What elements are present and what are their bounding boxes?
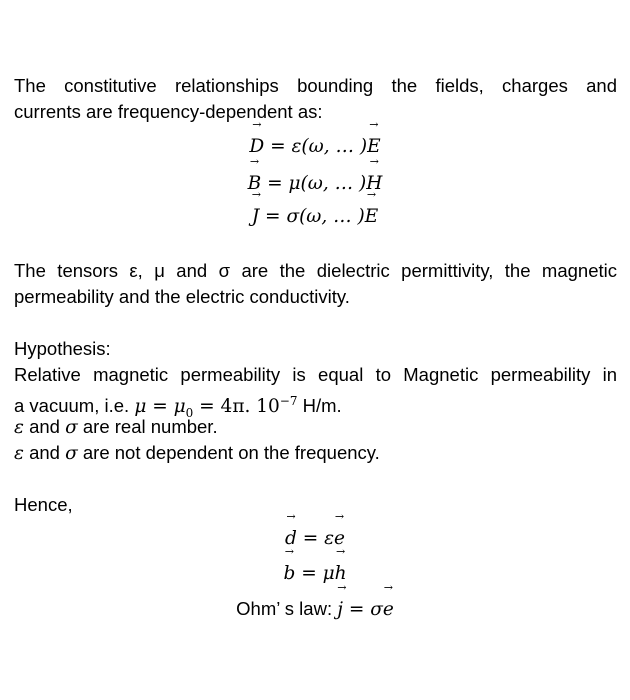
intro-line-2: currents are frequency-dependent as: bbox=[14, 101, 323, 122]
vector-d: → D bbox=[249, 134, 264, 160]
vector-j-small: → j bbox=[337, 597, 343, 623]
intro-line-1: The constitutive relationships bounding the fields, charges and bbox=[14, 75, 617, 96]
hypothesis-line-1: Relative magnetic permeability is equal to Magnetic permeability in bbox=[14, 364, 617, 385]
hypothesis-line-4: ε and σ are not dependent on the frequency. bbox=[14, 442, 380, 464]
vector-e-small: → e bbox=[334, 526, 345, 552]
relation-b: → B = μ(ω, … )→ H bbox=[0, 171, 630, 197]
vector-e-small: → e bbox=[383, 597, 394, 623]
mu0-value: = 4π. 10 bbox=[193, 396, 280, 418]
vector-e: → E bbox=[367, 134, 381, 160]
relation-j: → J = σ(ω, … )→ E bbox=[0, 204, 630, 230]
vector-h: → H bbox=[366, 171, 382, 197]
vector-j: → J bbox=[252, 204, 259, 230]
ohms-law-label: Ohm’ s law: bbox=[236, 598, 338, 619]
vector-e: → E bbox=[365, 204, 379, 230]
hypothesis-line-3: ε and σ are real number. bbox=[14, 416, 218, 438]
vector-b: → B bbox=[248, 171, 262, 197]
hypothesis-title: Hypothesis: bbox=[14, 338, 111, 359]
vector-b-small: → b bbox=[283, 561, 295, 587]
relation-d: → D = ε(ω, … )→ E bbox=[0, 134, 630, 160]
vector-h-small: → h bbox=[335, 561, 347, 587]
tensors-line-1: The tensors ε, μ and σ are the dielectric permittivity, the magnetic bbox=[14, 260, 617, 281]
hence-label: Hence, bbox=[14, 494, 73, 515]
ohms-law: Ohm’ s law: → j = σ→ e bbox=[0, 596, 630, 623]
conductivity-function: σ(ω, … ) bbox=[286, 206, 365, 227]
mu0-unit: H/m. bbox=[297, 395, 342, 417]
mu-symbol: μ bbox=[134, 396, 147, 418]
hence-eq-b: → b = μ→ h bbox=[0, 561, 630, 587]
hypothesis-line-2: a vacuum, i.e. $\mu = \mu_0 = 4\pi$. $10^{-7}$ H/m. bbox=[14, 394, 342, 420]
tensors-line-2: permeability and the electric conductivity. bbox=[14, 286, 350, 307]
hence-eq-d: → d = ε→ e bbox=[0, 526, 630, 552]
mu0-symbol: μ bbox=[173, 396, 186, 418]
mu0-exponent: −7 bbox=[279, 394, 298, 408]
permittivity-function: ε(ω, … ) bbox=[291, 136, 368, 157]
permeability-function: μ(ω, … ) bbox=[288, 173, 367, 194]
vector-d-small: → d bbox=[285, 526, 297, 552]
